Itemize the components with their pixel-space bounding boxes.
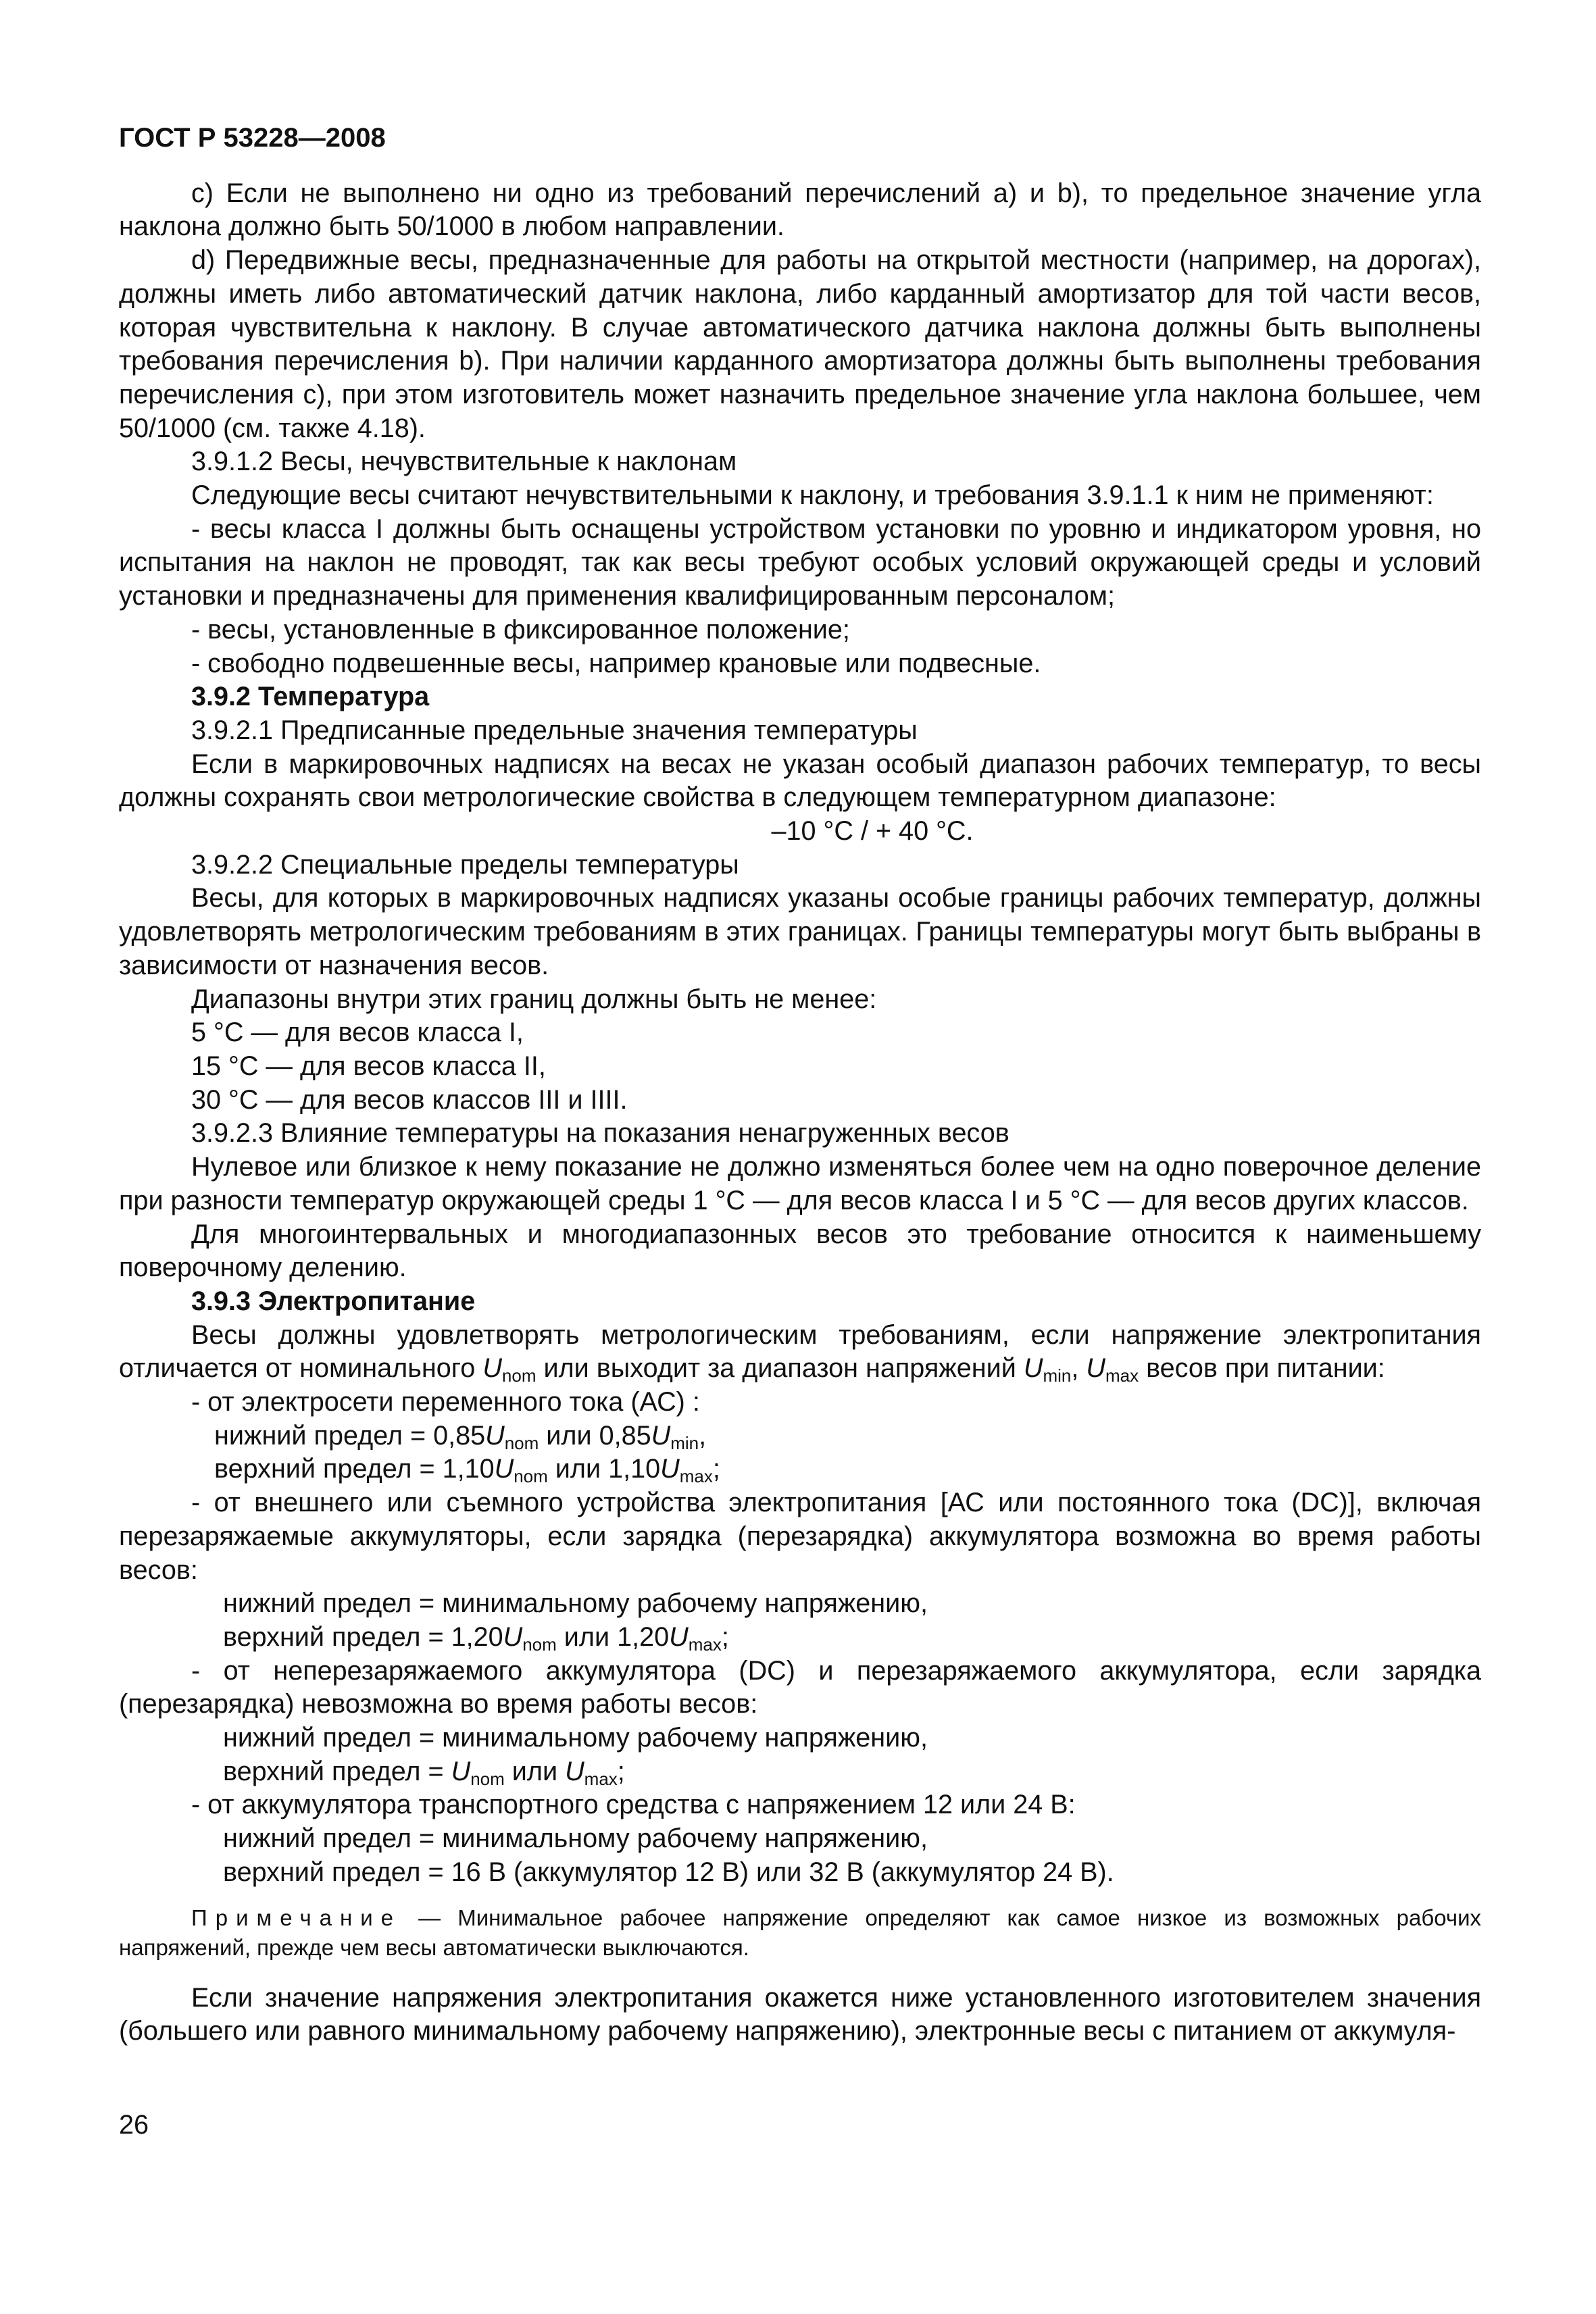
- paragraph: Если значение напряжения электропитания окажется ниже установленного изготовителем значения (большего или равного минимальному рабочему напряжению), электронные весы с питанием от аккумуля-: [119, 1982, 1481, 2046]
- list-item: - весы, установленные в фиксированное положение;: [191, 614, 850, 645]
- list-item: - от внешнего или съемного устройства электропитания [АС или постоянного тока (DC)], включая перезаряжаемые аккумуляторы, если зарядка (перезарядка) аккумулятора возможна во время работы весов:: [119, 1488, 1481, 1585]
- formula-line: нижний предел = минимальному рабочему напряжению,: [223, 1823, 928, 1854]
- paragraph: Следующие весы считают нечувствительными к наклону, и требования 3.9.1.1 к ним не применяют:: [191, 480, 1434, 511]
- paragraph: Если в маркировочных надписях на весах не указан особый диапазон рабочих температур, то весы должны сохранять свои метрологические свойства в следующем температурном диапазоне:: [119, 749, 1481, 813]
- paragraph: Весы должны удовлетворять метрологическим требованиям, если напряжение электропитания отличается от номинального $U_{nom}$ или выходит за диапазон напряжений $U_{min}$, $U_{max}$ весов при питании:: [119, 1319, 1481, 1386]
- note-label: Примечание: [191, 1905, 402, 1930]
- page-content: [119, 122, 1481, 2048]
- formula: –10 °С / + 40 °С.: [771, 816, 974, 847]
- list-item: - от электросети переменного тока (АС) :: [191, 1387, 700, 1417]
- section-heading: 3.9.2.2 Специальные пределы температуры: [191, 849, 739, 880]
- page-number: 26: [119, 2110, 149, 2140]
- formula-line: нижний предел = минимальному рабочему напряжению,: [223, 1588, 928, 1619]
- paragraph: Весы, для которых в маркировочных надписях указаны особые границы рабочих температур, должны удовлетворять метрологическим требованиям в этих границах. Границы температуры могут быть выбраны в зависимости от назначения весов.: [119, 883, 1481, 980]
- formula-line: верхний предел = 16 В (аккумулятор 12 В) или 32 В (аккумулятор 24 В).: [223, 1857, 1114, 1887]
- paragraph: d) Передвижные весы, предназначенные для работы на открытой местности (например, на дорогах), должны иметь либо автоматический датчик наклона, либо карданный амортизатор для той части весов, которая чувствительна к наклону. В случае автоматического датчика наклона должны быть выполнены требования перечисления b). При наличии карданного амортизатора должны быть выполнены требования перечисления с), при этом изготовитель может назначить предельное значение угла наклона большее, чем 50/1000 (см. также 4.18).: [119, 245, 1481, 443]
- list-item: 30 °С — для весов классов III и IIII.: [191, 1084, 628, 1115]
- formula-line: верхний предел = $U_{nom}$ или $U_{max}$;: [223, 1756, 625, 1789]
- list-item: - от аккумулятора транспортного средства с напряжением 12 или 24 В:: [191, 1790, 1076, 1820]
- list-item: - от неперезаряжаемого аккумулятора (DC) и перезаряжаемого аккумулятора, если зарядка (перезарядка) невозможна во время работы весов:: [119, 1655, 1481, 1719]
- formula-line: нижний предел = $0,85U_{nom}$ или $0,85U_{min}$,: [214, 1420, 707, 1453]
- note-text: — Минимальное рабочее напряжение определяют как самое низкое из возможных рабочих напряжений, прежде чем весы автоматически выключаются.: [119, 1905, 1481, 1960]
- list-item: - весы класса I должны быть оснащены устройством установки по уровню и индикатором уровня, но испытания на наклон не проводят, так как весы требуют особых условий окружающей среды и условий установки и предназначены для применения квалифицированным персоналом;: [119, 513, 1481, 611]
- section-heading: 3.9.3 Электропитание: [191, 1286, 476, 1316]
- section-heading: 3.9.2 Температура: [191, 682, 430, 712]
- section-heading: 3.9.2.1 Предписанные предельные значения температуры: [191, 715, 918, 745]
- section-heading: 3.9.2.3 Влияние температуры на показания ненагруженных весов: [191, 1118, 1009, 1149]
- list-item: 5 °С — для весов класса I,: [191, 1017, 524, 1048]
- formula-line: нижний предел = минимальному рабочему напряжению,: [223, 1723, 928, 1753]
- document-header: ГОСТ Р 53228—2008: [119, 123, 386, 153]
- list-item: 15 °С — для весов класса II,: [191, 1051, 546, 1081]
- paragraph: Для многоинтервальных и многодиапазонных весов это требование относится к наименьшему поверочному делению.: [119, 1219, 1481, 1283]
- paragraph: Диапазоны внутри этих границ должны быть не менее:: [191, 984, 877, 1014]
- list-item: - свободно подвешенные весы, например крановые или подвесные.: [191, 648, 1041, 678]
- paragraph: с) Если не выполнено ни одно из требований перечислений а) и b), то предельное значение угла наклона должно быть 50/1000 в любом направлении.: [119, 178, 1481, 242]
- formula-line: верхний предел = $1,10U_{nom}$ или $1,10U_{max}$;: [214, 1454, 720, 1487]
- section-heading: 3.9.1.2 Весы, нечувствительные к наклонам: [191, 447, 737, 477]
- note: [119, 1903, 1481, 1963]
- paragraph: Нулевое или близкое к нему показание не должно изменяться более чем на одно поверочное деление при разности температур окружающей среды 1 °С — для весов класса I и 5 °С — для весов других классов.: [119, 1152, 1481, 1215]
- formula-line: верхний предел = $1,20U_{nom}$ или $1,20U_{max}$;: [223, 1621, 729, 1655]
